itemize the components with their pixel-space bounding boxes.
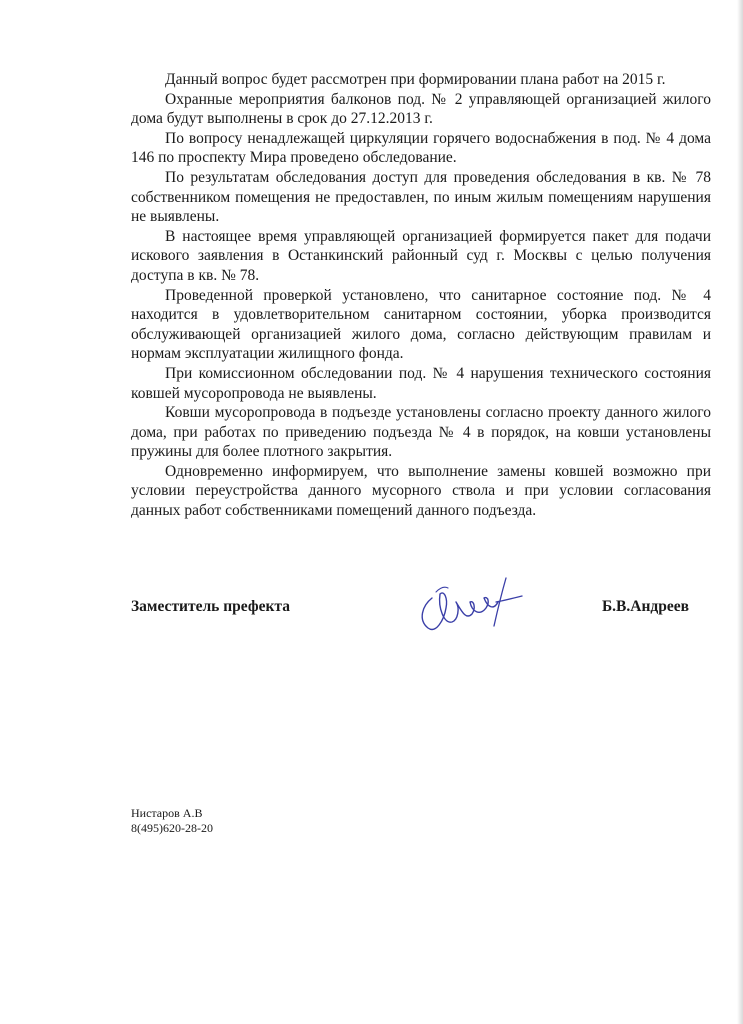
letter-body — [131, 70, 711, 521]
executor-info — [131, 806, 213, 836]
paragraph: В настоящее время управляющей организацией формируется пакет для подачи искового заявления в Останкинский районный суд г. Москвы с целью получения доступа в кв. № 78. — [131, 227, 711, 284]
executor-name: Нистаров А.В — [131, 806, 203, 820]
paragraph: По вопросу ненадлежащей циркуляции горячего водоснабжения в под. № 4 дома 146 по проспекту Мира проведено обследование. — [131, 129, 711, 167]
executor-phone: 8(495)620-28-20 — [131, 821, 213, 835]
paragraph: Данный вопрос будет рассмотрен при формировании плана работ на 2015 г. — [165, 71, 666, 88]
paragraph: При комиссионном обследовании под. № 4 нарушения технического состояния ковшей мусоропровода не выявлены. — [131, 364, 711, 402]
paragraph: Охранные мероприятия балконов под. № 2 управляющей организацией жилого дома будут выполнены в срок до 27.12.2013 г. — [131, 90, 711, 128]
signatory-name: Б.В.Андреев — [601, 598, 689, 615]
paragraph: Ковши мусоропровода в подъезде установлены согласно проекту данного жилого дома, при работах по приведению подъезда № 4 в порядок, на ковши установлены пружины для более плотного закрытия. — [131, 404, 711, 461]
paragraph: Одновременно информируем, что выполнение замены ковшей возможно при условии переустройства данного мусорного ствола и при условии согласования данных работ собственниками помещений данного подъезда. — [131, 462, 711, 520]
paragraph: Проведенной проверкой установлено, что санитарное состояние под. № 4 находится в удовлетворительном санитарном состоянии, уборка производится обслуживающей организацией жилого дома, согласно действующим правилам и нормам эксплуатации жилищного фонда. — [131, 286, 711, 363]
paragraph: По результатам обследования доступ для проведения обследования в кв. № 78 собственником помещения не предоставлен, по иным жилым помещениям нарушения не выявлены. — [131, 168, 711, 226]
signatory-title: Заместитель префекта — [131, 598, 290, 615]
scan-edge-shadow — [737, 0, 743, 1024]
handwritten-signature — [410, 568, 540, 643]
